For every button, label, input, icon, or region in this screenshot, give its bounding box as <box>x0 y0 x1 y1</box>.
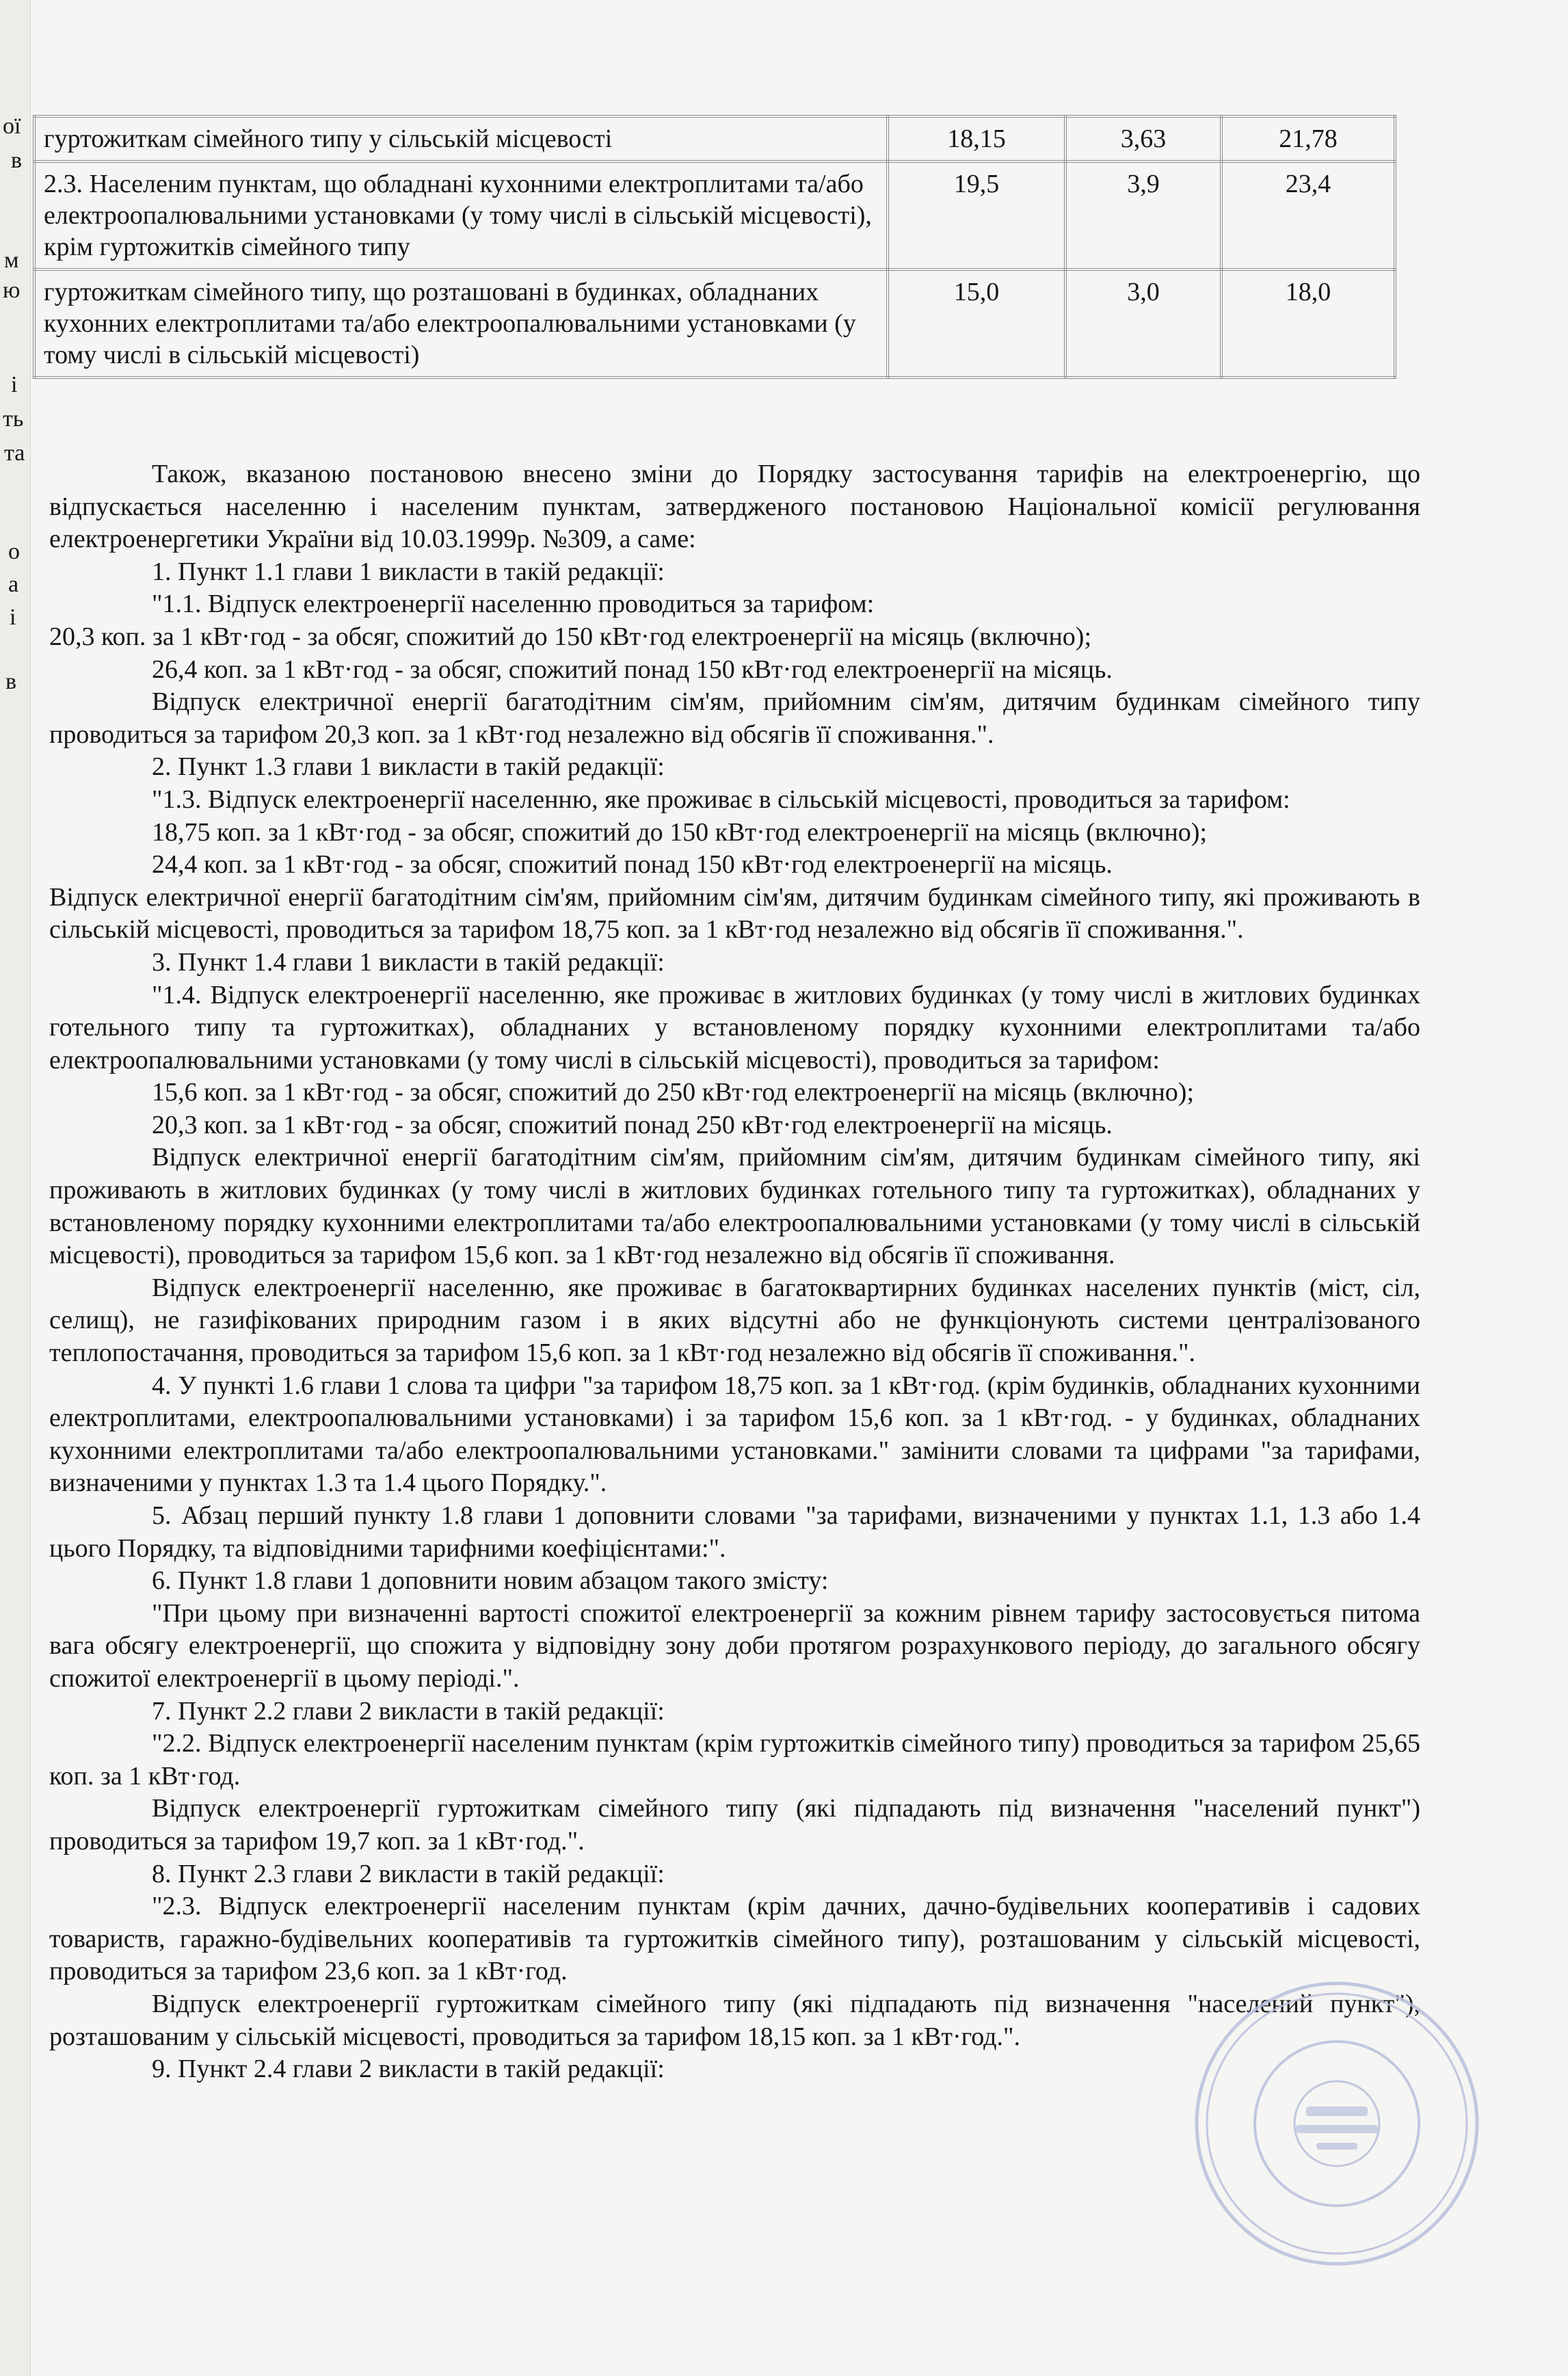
paragraph: Відпуск електричної енергії багатодітним сім'ям, прийомним сім'ям, дитячим будинкам сімейного типу, які проживають в житлових будинках (у тому числі в житлових будинках готельного типу та гуртожитках), обладнаних у встановленому порядку кухонними електроплитами та/або електроопалювальними установками (у тому числі в сільській місцевості), проводиться за тарифом 15,6 коп. за 1 кВт·год незалежно від обсягів її споживання. <box>49 1143 1420 1270</box>
paragraph: 1. Пункт 1.1 глави 1 викласти в такій редакції: <box>152 557 665 586</box>
paragraph: 26,4 коп. за 1 кВт·год - за обсяг, спожитий понад 150 кВт·год електроенергії на місяць. <box>152 655 1113 684</box>
table-cell-value: 18,15 <box>888 116 1065 161</box>
paragraph: 2. Пункт 1.3 глави 1 викласти в такій редакції: <box>152 752 665 782</box>
paragraph: 3. Пункт 1.4 глави 1 викласти в такій редакції: <box>152 947 665 977</box>
paragraph: 6. Пункт 1.8 глави 1 доповнити новим абзацом такого змісту: <box>152 1566 829 1596</box>
margin-fragment: о <box>8 539 20 564</box>
document-body <box>49 458 1420 2086</box>
margin-fragment: ю <box>3 278 21 303</box>
tariff-table <box>33 115 1396 379</box>
paragraph: "При цьому при визначенні вартості спожитої електроенергії за кожним рівнем тарифу застосовується питома вага обсягу електроенергії, що спожита у відповідну зону доби протягом розрахункового періоду, до загального обсягу спожитої електроенергії в цьому періоді.". <box>49 1598 1420 1693</box>
margin-fragment: ть <box>3 406 24 432</box>
margin-fragment: та <box>4 440 25 466</box>
table-cell-value: 23,4 <box>1221 161 1395 269</box>
paragraph: "1.4. Відпуск електроенергії населенню, яке проживає в житлових будинках (у тому числі в житлових будинках готельного типу та гуртожитках), обладнаних у встановленому порядку кухонними електроплитами та/або електроопалювальними установками (у тому числі в сільській місцевості), проводиться за тарифом: <box>49 980 1420 1074</box>
table-row <box>34 116 1395 161</box>
paragraph: 4. У пункті 1.6 глави 1 слова та цифри "за тарифом 18,75 коп. за 1 кВт·год. (крім будинків, обладнаних кухонними електроплитами, електроопалювальними установками) і за тарифом 15,6 коп. за 1 кВт·год. - у будинках, обладнаних кухонними електроплитами та/або електроопалювальними установками." замінити словами та цифрами "за тарифами, визначеними у пунктах 1.3 та 1.4 цього Порядку.". <box>49 1371 1420 1498</box>
paragraph: "2.3. Відпуск електроенергії населеним пунктам (крім дачних, дачно-будівельних кооперативів і садових товариств, гаражно-будівельних кооперативів та гуртожитків сімейного типу), розташованим у сільській місцевості, проводиться за тарифом 23,6 коп. за 1 кВт·год. <box>49 1892 1420 1986</box>
table-cell-value: 3,63 <box>1065 116 1221 161</box>
paragraph: 15,6 коп. за 1 кВт·год - за обсяг, спожитий до 250 кВт·год електроенергії на місяць (включно); <box>152 1078 1195 1107</box>
paragraph: Відпуск електричної енергії багатодітним сім'ям, прийомним сім'ям, дитячим будинкам сімейного типу, які проживають в сільській місцевості, проводиться за тарифом 18,75 коп. за 1 кВт·год незалежно від обсягів її споживання.". <box>49 882 1420 945</box>
paragraph: "2.2. Відпуск електроенергії населеним пунктам (крім гуртожитків сімейного типу) проводиться за тарифом 25,65 коп. за 1 кВт·год. <box>49 1729 1420 1791</box>
paragraph: Також, вказаною постановою внесено зміни до Порядку застосування тарифів на електроенергію, що відпускається населенню і населеним пунктам, затвердженого постановою Національної комісії регулювання електроенергетики України від 10.03.1999р. №309, а саме: <box>49 460 1420 554</box>
paragraph: 20,3 коп. за 1 кВт·год - за обсяг, спожитий понад 250 кВт·год електроенергії на місяць. <box>152 1110 1113 1139</box>
paragraph: "1.3. Відпуск електроенергії населенню, яке проживає в сільській місцевості, проводиться за тарифом: <box>152 784 1290 814</box>
table-row <box>34 161 1395 269</box>
table-cell-value: 21,78 <box>1221 116 1395 161</box>
table-cell-value: 18,0 <box>1221 269 1395 378</box>
margin-fragment: в <box>5 669 17 694</box>
paragraph: 20,3 коп. за 1 кВт·год - за обсяг, спожитий до 150 кВт·год електроенергії на місяць (включно); <box>49 622 1092 651</box>
margin-fragment: і <box>11 372 18 397</box>
paragraph: 8. Пункт 2.3 глави 2 викласти в такій редакції: <box>152 1859 665 1888</box>
table-cell-label: гуртожиткам сімейного типу у сільській місцевості <box>34 116 888 161</box>
paragraph: 7. Пункт 2.2 глави 2 викласти в такій редакції: <box>152 1696 665 1726</box>
table-cell-label: 2.3. Населеним пунктам, що обладнані кухонними електроплитами та/або електроопалювальними установками (у тому числі в сільській місцевості), крім гуртожитків сімейного типу <box>34 161 888 269</box>
paragraph: Відпуск електроенергії гуртожиткам сімейного типу (які підпадають під визначення "населений пункт") проводиться за тарифом 19,7 коп. за 1 кВт·год.". <box>49 1794 1420 1856</box>
margin-fragment: в <box>11 148 23 173</box>
table-row <box>34 269 1395 378</box>
table-cell-value: 19,5 <box>888 161 1065 269</box>
paragraph: 9. Пункт 2.4 глави 2 викласти в такій редакції: <box>152 2055 665 2084</box>
table-cell-value: 15,0 <box>888 269 1065 378</box>
paragraph: 5. Абзац перший пункту 1.8 глави 1 доповнити словами "за тарифами, визначеними у пунктах 1.1, 1.3 або 1.4 цього Порядку, та відповідними тарифними коефіцієнтами:". <box>49 1501 1420 1563</box>
paragraph: 18,75 коп. за 1 кВт·год - за обсяг, спожитий до 150 кВт·год електроенергії на місяць (включно); <box>152 817 1208 847</box>
paragraph: 24,4 коп. за 1 кВт·год - за обсяг, спожитий понад 150 кВт·год електроенергії на місяць. <box>152 850 1113 880</box>
table-cell-label: гуртожиткам сімейного типу, що розташовані в будинках, обладнаних кухонних електроплитами та/або електроопалювальними установками (у тому числі в сільській місцевості) <box>34 269 888 378</box>
margin-fragment: ої <box>3 114 21 139</box>
paragraph: Відпуск електричної енергії багатодітним сім'ям, прийомним сім'ям, дитячим будинкам сімейного типу проводиться за тарифом 20,3 коп. за 1 кВт·год незалежно від обсягів її споживання.". <box>49 687 1420 749</box>
paragraph: Відпуск електроенергії населенню, яке проживає в багатоквартирних будинках населених пунктів (міст, сіл, селищ), не газифікованих природним газом і в яких відсутні або не функціонують системи централізованого теплопостачання, проводиться за тарифом 15,6 коп. за 1 кВт·год незалежно від обсягів її споживання.". <box>49 1273 1420 1368</box>
margin-fragment: а <box>8 572 19 597</box>
left-margin-strip <box>0 0 31 2376</box>
paragraph: Відпуск електроенергії гуртожиткам сімейного типу (які підпадають під визначення "населений пункт"), розташованим у сільській місцевості, проводиться за тарифом 18,15 коп. за 1 кВт·год.". <box>49 1989 1420 2051</box>
margin-fragment: м <box>4 248 19 273</box>
paragraph: "1.1. Відпуск електроенергії населенню проводиться за тарифом: <box>152 590 875 619</box>
table-cell-value: 3,0 <box>1065 269 1221 378</box>
margin-fragment: і <box>10 605 16 630</box>
table-cell-value: 3,9 <box>1065 161 1221 269</box>
